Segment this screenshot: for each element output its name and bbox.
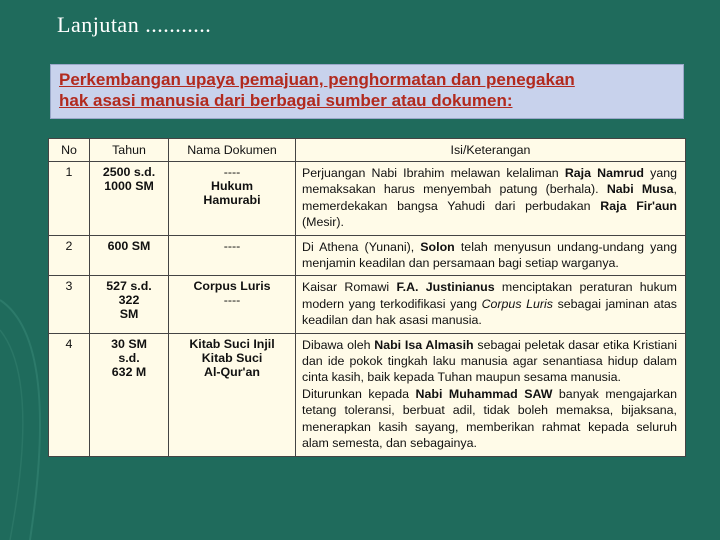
cell-tahun: 30 SM s.d. 632 M — [90, 333, 169, 456]
cell-dokumen: Kitab Suci Injil Kitab Suci Al-Qur'an — [169, 333, 296, 456]
slide-title: Lanjutan ........... — [57, 12, 212, 37]
cell-no: 3 — [49, 276, 90, 333]
cell-isi: Kaisar Romawi F.A. Justinianus menciptakan peraturan hukum modern yang terkodifikasi yang Corpus Luris sebagai jaminan atas keadilan dan hak asasi manusia. — [296, 276, 686, 333]
cell-isi: Perjuangan Nabi Ibrahim melawan kelaliman Raja Namrud yang memaksakan harus menyembah patung (berhala). Nabi Musa, memerdekakan bangsa Yahudi dari perbudakan Raja Fir'aun (Mesir). — [296, 162, 686, 236]
cell-no: 4 — [49, 333, 90, 456]
subtitle-box — [50, 64, 684, 119]
cell-no: 2 — [49, 235, 90, 276]
header-dokumen: Nama Dokumen — [169, 139, 296, 162]
table-row — [49, 333, 686, 456]
cell-isi: Dibawa oleh Nabi Isa Almasih sebagai peletak dasar etika Kristiani dan ide pokok tingkah laku manusia agar senantiasa hidup dalam cinta kasih, baik kepada Tuhan maupun sesama manusia. Diturunkan kepada Nabi Muhammad SAW banyak mengajarkan tetang toleransi, berbuat adil, tidak boleh memaksa, bijaksana, menerapkan kasih sayang, memberikan rahmat kepada seluruh alam semesta, dan sebagainya. — [296, 333, 686, 456]
cell-dokumen: ---- — [169, 235, 296, 276]
cell-dokumen: ---- Hukum Hamurabi — [169, 162, 296, 236]
cell-no: 1 — [49, 162, 90, 236]
cell-tahun: 527 s.d. 322 SM — [90, 276, 169, 333]
subtitle-line-1: Perkembangan upaya pemajuan, penghormatan dan penegakan — [59, 70, 575, 89]
cell-tahun: 600 SM — [90, 235, 169, 276]
table-row — [49, 235, 686, 276]
cell-dokumen: Corpus Luris ---- — [169, 276, 296, 333]
header-isi: Isi/Keterangan — [296, 139, 686, 162]
table-row — [49, 162, 686, 236]
table-header-row — [49, 139, 686, 162]
header-tahun: Tahun — [90, 139, 169, 162]
header-no: No — [49, 139, 90, 162]
cell-isi: Di Athena (Yunani), Solon telah menyusun undang-undang yang menjamin keadilan dan persamaan bagi setiap warganya. — [296, 235, 686, 276]
cell-tahun: 2500 s.d. 1000 SM — [90, 162, 169, 236]
subtitle-line-2: hak asasi manusia dari berbagai sumber atau dokumen: — [59, 91, 513, 110]
hr-history-table — [48, 138, 686, 457]
table-row — [49, 276, 686, 333]
